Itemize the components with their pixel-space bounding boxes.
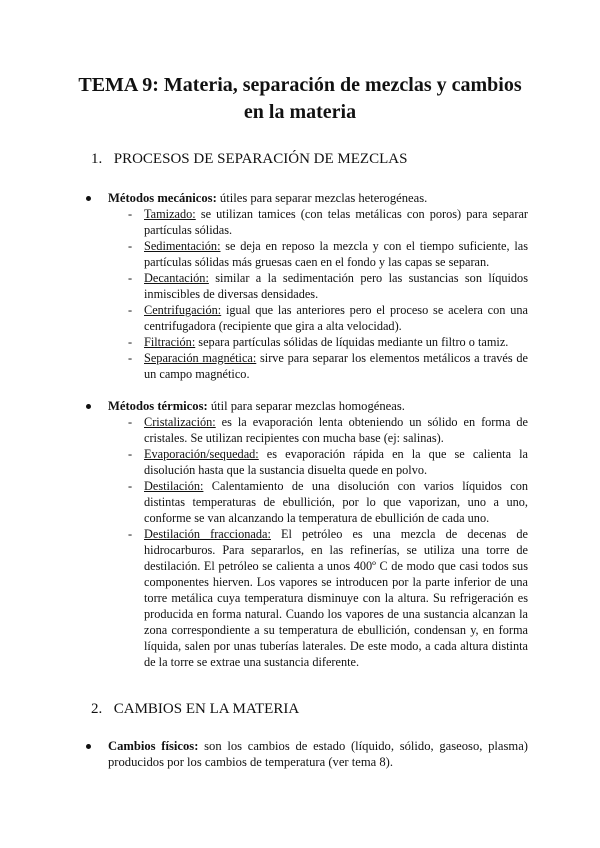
- sub-item-text: Calentamiento de una disolución con varios líquidos con distintas temperaturas de ebullición, por lo que vaporizan, uno a uno, conforme se van alcanzando la temperatura de ebullición de cada uno.: [144, 479, 528, 525]
- section-heading-2: [91, 700, 299, 718]
- section-number: 1.: [91, 151, 103, 167]
- title-line-1: TEMA 9: Materia, separación de mezclas y cambios: [78, 74, 522, 96]
- bullet-metodos-termicos: [108, 398, 528, 414]
- sub-item-filtracion: [128, 334, 528, 350]
- dash-marker: -: [128, 527, 133, 541]
- section-heading-1: [91, 150, 407, 168]
- sub-item-evaporacion: [128, 446, 528, 478]
- sub-item-destilacion: [128, 478, 528, 526]
- title-line-2: en la materia: [243, 101, 357, 123]
- sub-item-text: se utilizan tamices (con telas metálicas con poros) para separar partículas sólidas.: [144, 207, 528, 237]
- dash-marker: -: [128, 447, 133, 461]
- document-title: [60, 72, 540, 126]
- dash-marker: -: [128, 415, 133, 429]
- sub-item-term: Destilación fraccionada:: [144, 527, 271, 541]
- sub-item-term: Separación magnética:: [144, 351, 257, 365]
- dash-marker: -: [128, 479, 133, 493]
- dash-marker: -: [128, 271, 133, 285]
- sub-item-centrifugacion: [128, 302, 528, 334]
- bullet-text: útiles para separar mezclas heterogéneas.: [216, 191, 428, 205]
- sub-item-sedimentacion: [128, 238, 528, 270]
- sub-item-term: Cristalización:: [144, 415, 216, 429]
- sub-item-tamizado: [128, 206, 528, 238]
- sub-item-text: igual que las anteriores pero el proceso se acelera con una centrifugadora (recipiente que gira a alta velocidad).: [144, 303, 528, 333]
- sub-item-destilacion-fraccionada: [128, 526, 529, 670]
- sub-item-decantacion: [128, 270, 528, 302]
- sub-item-text: es la evaporación lenta obteniendo un sólido en forma de cristales. Se utilizan recipientes con mucha base (ej: salinas).: [144, 415, 528, 445]
- bullet-text: útil para separar mezclas homogéneas.: [207, 399, 405, 413]
- sub-item-term: Evaporación/sequedad:: [144, 447, 259, 461]
- sub-item-text: se deja en reposo la mezcla y con el tiempo suficiente, las partículas sólidas más gruesas caen en el fondo y las capas se separan.: [144, 239, 528, 269]
- bullet-icon: [86, 404, 91, 409]
- sub-item-term: Centrifugación:: [144, 303, 222, 317]
- bullet-icon: [86, 196, 91, 201]
- sub-item-term: Destilación:: [144, 479, 204, 493]
- sub-item-text: similar a la sedimentación pero las sustancias son líquidos inmiscibles de diversas densidades.: [144, 271, 528, 301]
- bullet-label: Métodos térmicos:: [108, 399, 208, 413]
- sub-item-text: sirve para separar los elementos metálicos a través de un campo magnético.: [144, 351, 528, 381]
- dash-marker: -: [128, 303, 133, 317]
- section-title: CAMBIOS EN LA MATERIA: [113, 701, 300, 717]
- sub-item-text: separa partículas sólidas de líquidas mediante un filtro o tamiz.: [195, 335, 509, 349]
- dash-marker: -: [128, 207, 133, 221]
- sub-item-term: Filtración:: [144, 335, 196, 349]
- sub-item-term: Tamizado:: [144, 207, 196, 221]
- sub-item-separacion-magnetica: [128, 350, 528, 382]
- sub-item-cristalizacion: [128, 414, 528, 446]
- dash-marker: -: [128, 335, 133, 349]
- bullet-icon: [86, 744, 91, 749]
- bullet-label: Cambios físicos:: [108, 739, 199, 753]
- bullet-cambios-fisicos: [108, 738, 528, 770]
- dash-marker: -: [128, 239, 133, 253]
- section-number: 2.: [91, 701, 103, 717]
- bullet-label: Métodos mecánicos:: [108, 191, 217, 205]
- sub-item-text: es evaporación rápida en la que se calienta la disolución hasta que la sustancia disuelta quede en polvo.: [144, 447, 528, 477]
- sub-item-term: Sedimentación:: [144, 239, 221, 253]
- sub-item-term: Decantación:: [144, 271, 209, 285]
- bullet-metodos-mecanicos: [108, 190, 528, 206]
- bullet-text: son los cambios de estado (líquido, sólido, gaseoso, plasma) producidos por los cambios de temperatura (ver tema 8).: [108, 739, 528, 769]
- dash-marker: -: [128, 351, 133, 365]
- sub-item-text: El petróleo es una mezcla de decenas de hidrocarburos. Para separarlos, en las refinerías, se utiliza una torre de destilación. El petróleo se calienta a unos 400º C de modo que casi todos sus componentes hierven. Los vapores se introducen por la parte inferior de una torre metálica cuya temperatura disminuye con la altura. Su refrigeración es producida en forma natural. Cuando los vapores de una sustancia alcanzan la zona correspondiente a su temperatura de ebullición, condensan y, en forma líquida, salen por unas tuberías laterales. De este modo, a cada altura distinta de la torre se extrae una sustancia diferente.: [144, 527, 529, 669]
- section-title: PROCESOS DE SEPARACIÓN DE MEZCLAS: [113, 151, 408, 167]
